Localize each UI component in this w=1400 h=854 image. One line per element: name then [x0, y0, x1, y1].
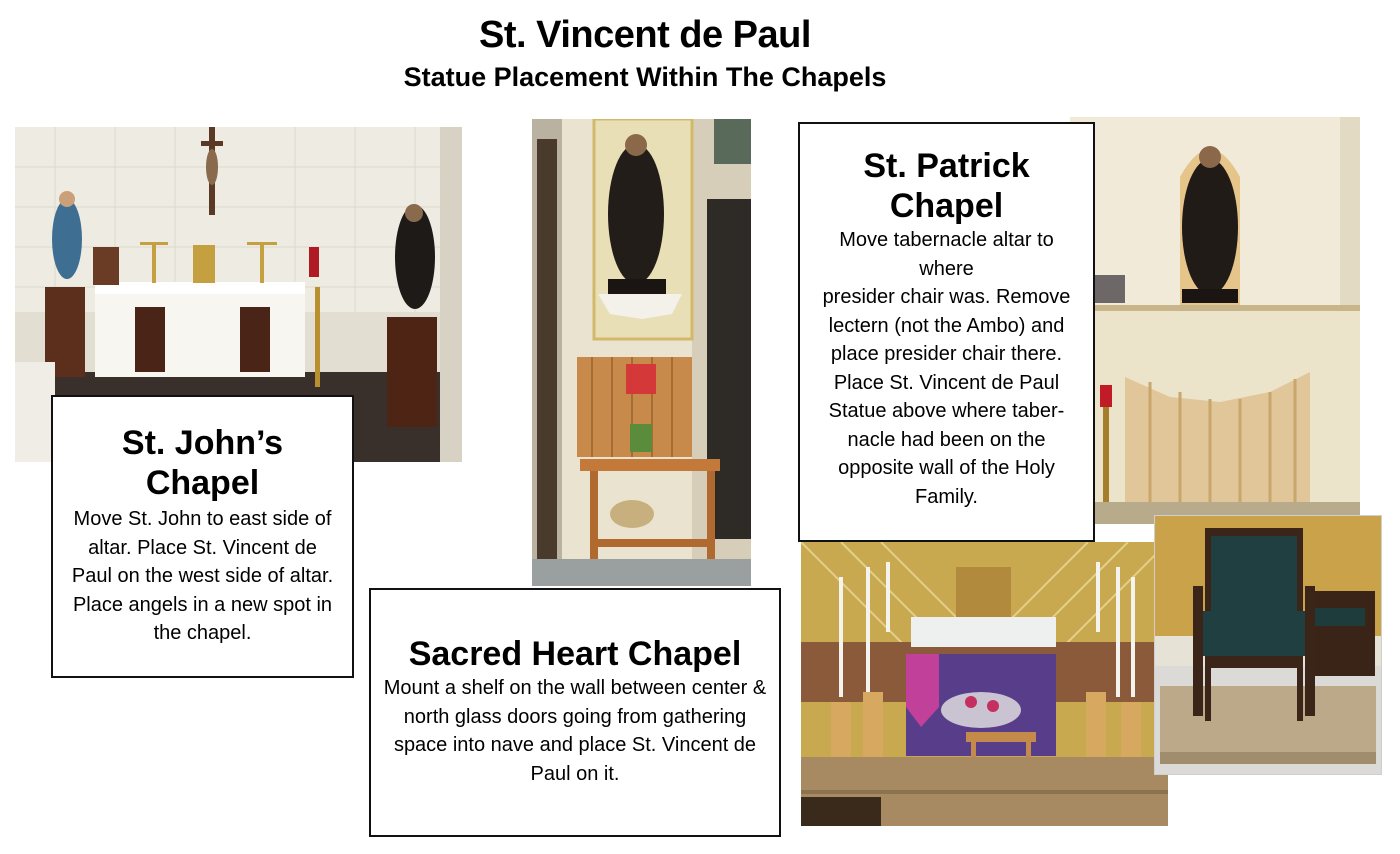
st-patrick-chapel-description: [808, 226, 1085, 511]
st-patrick-description-line: where: [919, 257, 974, 280]
st-patrick-chapel-heading-line1: St. Patrick: [863, 147, 1030, 185]
st-patrick-description-line: opposite wall of the Holy: [838, 457, 1055, 480]
st-john-chapel-description: Move St. John to east side of altar. Place St. Vincent de Paul on the west side of altar. Place angels in a new spot in the chapel.: [71, 508, 334, 645]
page-title: St. Vincent de Paul: [479, 14, 811, 56]
st-patrick-chapel-heading-line2: Chapel: [889, 187, 1004, 226]
sacred-heart-chapel-photo: [532, 119, 751, 586]
st-patrick-chapel-box: [798, 122, 1095, 542]
st-patrick-description-line: nacle had been on the: [847, 428, 1046, 451]
st-john-chapel-box: [51, 395, 354, 678]
st-john-chapel-heading: [69, 423, 336, 503]
st-patrick-statue-wall-photo: [1070, 117, 1360, 524]
presider-chair-photo: [1154, 515, 1382, 775]
st-patrick-description-line: Move tabernacle altar to: [839, 229, 1054, 252]
st-patrick-description-line: place presider chair there.: [830, 343, 1063, 366]
st-patrick-altar-photo: [801, 542, 1168, 826]
st-patrick-description-line: lectern (not the Ambo) and: [828, 314, 1065, 337]
st-patrick-description-line: Place St. Vincent de Paul: [833, 371, 1060, 394]
sacred-heart-chapel-description: Mount a shelf on the wall between center & north glass doors going from gathering space into nave and place St. Vincent de Paul on it.: [383, 677, 767, 785]
st-patrick-description-line: presider chair was. Remove: [822, 286, 1071, 309]
sacred-heart-chapel-box: [369, 588, 781, 837]
page-subtitle: Statue Placement Within The Chapels: [403, 62, 887, 92]
st-patrick-description-line: Statue above where taber-: [828, 400, 1065, 423]
st-john-chapel-heading-line1: St. John’s: [121, 424, 284, 462]
st-patrick-description-line: Family.: [915, 485, 978, 508]
sacred-heart-chapel-heading: Sacred Heart Chapel: [408, 635, 742, 673]
st-patrick-chapel-heading: [808, 146, 1085, 226]
st-john-chapel-heading-line2: Chapel: [145, 464, 260, 503]
